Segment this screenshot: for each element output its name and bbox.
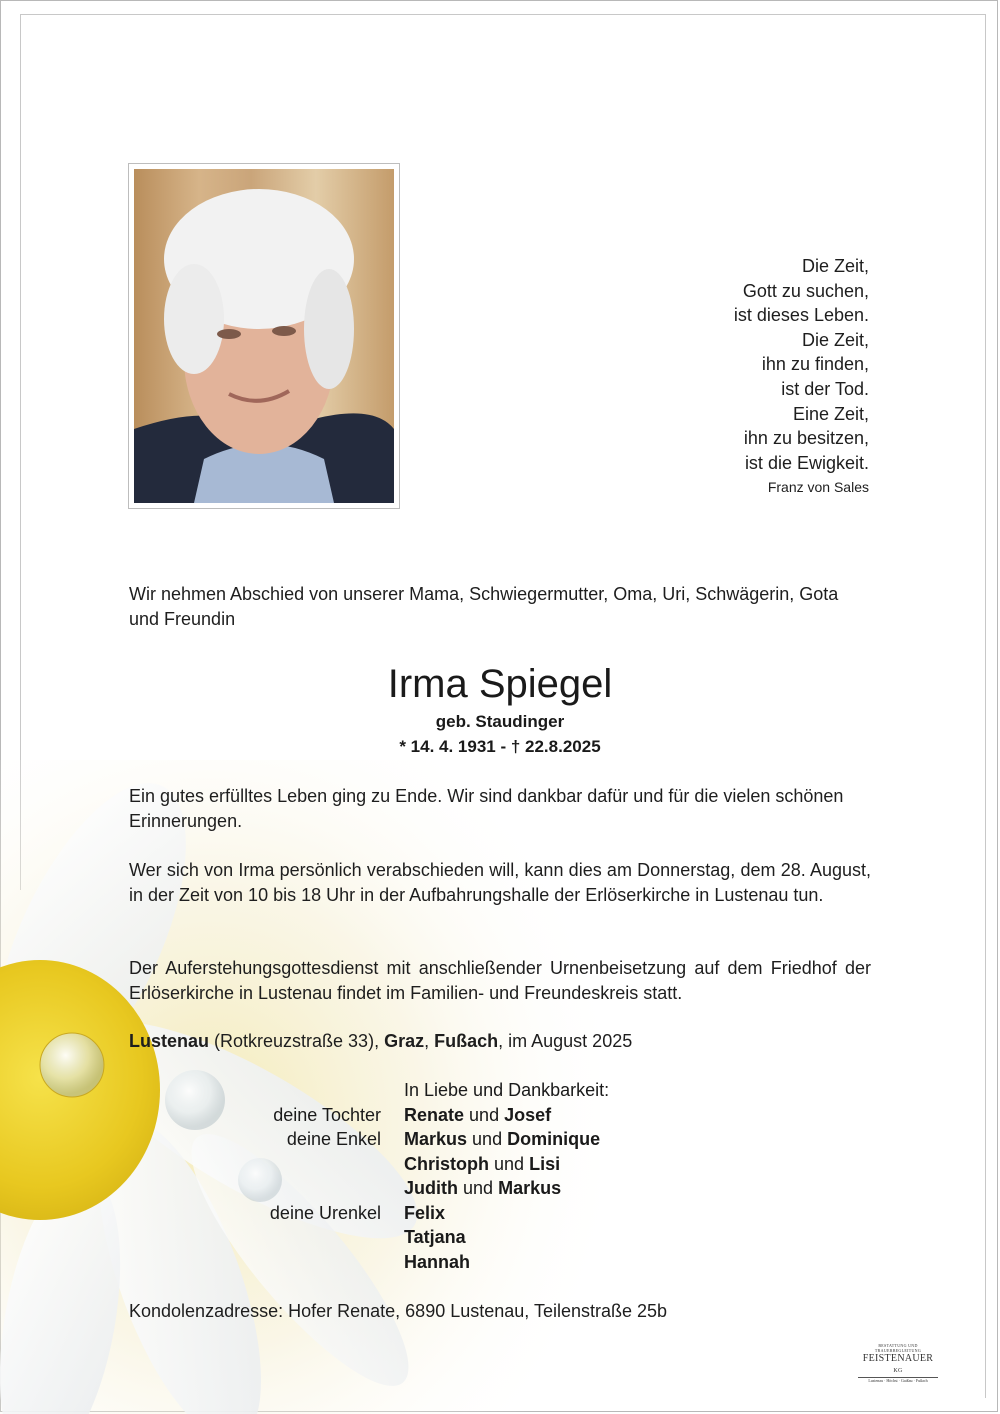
portrait-frame bbox=[128, 163, 400, 509]
family-name: Lisi bbox=[529, 1154, 561, 1174]
family-name: Josef bbox=[504, 1105, 552, 1125]
separator: , bbox=[424, 1031, 435, 1051]
funeral-home-logo bbox=[858, 1343, 938, 1384]
quote-line: Gott zu suchen, bbox=[742, 280, 869, 301]
family-name: Markus bbox=[404, 1129, 468, 1149]
place-name: Fußach bbox=[434, 1031, 499, 1051]
paragraph: Wer sich von Irma persönlich verabschieden will, kann dies am Donnerstag, dem 28. August, in der Zeit von 10 bis 18 Uhr in der Aufbahrungshalle der Erlöserkirche in Lustenau tun. bbox=[129, 860, 871, 905]
quote-line: ihn zu finden, bbox=[761, 354, 869, 375]
and-word: und bbox=[463, 1178, 494, 1198]
logo-name bbox=[858, 1353, 938, 1378]
role-label: deine Tochter bbox=[273, 1105, 381, 1125]
and-word: und bbox=[494, 1154, 525, 1174]
family-name: Markus bbox=[498, 1178, 562, 1198]
and-word: und bbox=[472, 1129, 503, 1149]
quote bbox=[734, 254, 869, 497]
logo-locations: Lustenau · Höchst · Gaißau · Fußach bbox=[868, 1378, 928, 1383]
condolence-address: Kondolenzadresse: Hofer Renate, 6890 Lustenau, Teilenstraße 25b bbox=[129, 1301, 668, 1321]
quote-line: Eine Zeit, bbox=[792, 403, 869, 424]
quote-line: Die Zeit, bbox=[801, 329, 869, 350]
and-word: und bbox=[469, 1105, 500, 1125]
family-name: Judith bbox=[404, 1178, 458, 1198]
portrait-photo bbox=[134, 169, 394, 503]
logo-name-text: FEISTENAUER bbox=[862, 1353, 934, 1364]
paragraph: Der Auferstehungsgottesdienst mit anschließender Urnenbeisetzung auf dem Friedhof der Erlöserkirche in Lustenau findet im Familien- und Freundeskreis statt. bbox=[129, 958, 871, 1003]
place-name: Graz bbox=[384, 1031, 425, 1051]
address: (Rotkreuzstraße 33), bbox=[209, 1031, 385, 1051]
family-name: Renate bbox=[404, 1105, 465, 1125]
family-name: Dominique bbox=[507, 1129, 601, 1149]
signature-names bbox=[404, 1127, 600, 1152]
family-name: Felix bbox=[404, 1203, 446, 1223]
deceased-name: Irma Spiegel bbox=[387, 662, 613, 706]
logo-suffix: KG bbox=[893, 1368, 903, 1374]
logo-tagline: BESTATTUNG UND TRAUERBEGLEITUNG bbox=[874, 1343, 922, 1353]
life-dates: * 14. 4. 1931 - † 22.8.2025 bbox=[399, 737, 601, 756]
quote-author: Franz von Sales bbox=[767, 479, 869, 496]
birth-name: geb. Staudinger bbox=[435, 712, 565, 731]
signature-names bbox=[404, 1176, 561, 1201]
date-text: , im August 2025 bbox=[498, 1031, 633, 1051]
family-name: Tatjana bbox=[404, 1227, 466, 1247]
family-name: Christoph bbox=[404, 1154, 489, 1174]
quote-line: ist die Ewigkeit. bbox=[744, 452, 869, 473]
role-label: deine Enkel bbox=[286, 1129, 381, 1149]
place-line bbox=[129, 1029, 871, 1054]
quote-line: ist der Tod. bbox=[781, 378, 869, 399]
place-name: Lustenau bbox=[129, 1031, 210, 1051]
role-label: deine Urenkel bbox=[269, 1203, 381, 1223]
intro-text: Wir nehmen Abschied von unserer Mama, Schwiegermutter, Oma, Uri, Schwägerin, Gota und Freundin bbox=[129, 584, 839, 629]
quote-line: ihn zu besitzen, bbox=[743, 428, 869, 449]
signature-names bbox=[404, 1103, 551, 1128]
family-name: Hannah bbox=[404, 1252, 471, 1272]
paragraph: Ein gutes erfülltes Leben ging zu Ende. Wir sind dankbar dafür und für die vielen schönen Erinnerungen. bbox=[129, 786, 844, 831]
quote-line: ist dieses Leben. bbox=[733, 305, 869, 326]
signature-names bbox=[404, 1152, 560, 1177]
quote-line: Die Zeit, bbox=[801, 256, 869, 276]
signature-heading: In Liebe und Dankbarkeit: bbox=[404, 1080, 610, 1100]
